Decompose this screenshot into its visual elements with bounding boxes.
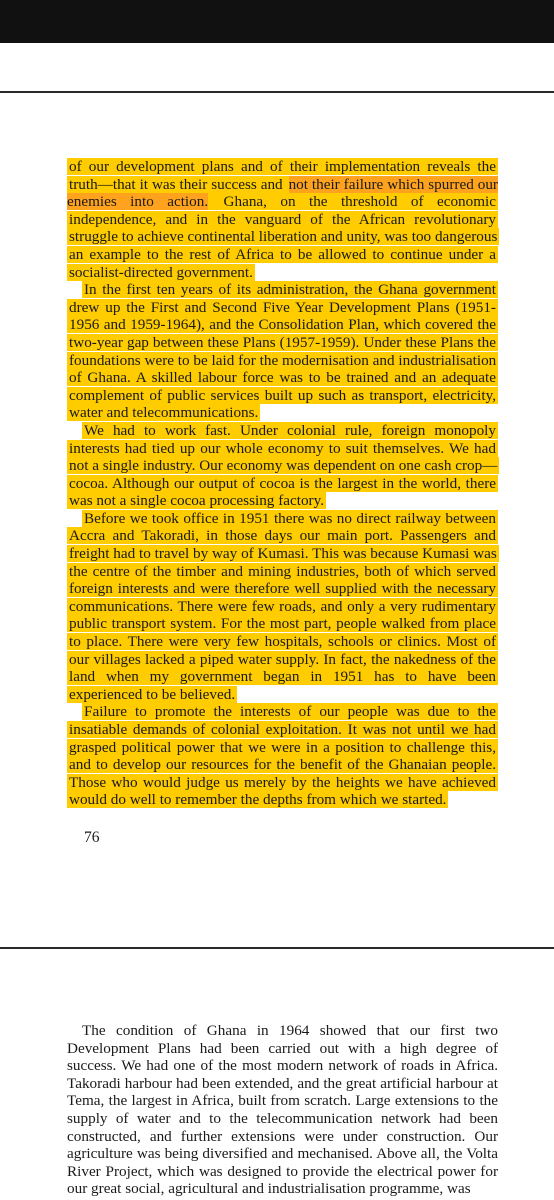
highlighted-text: In the first ten years of its administration, the Ghana government drew up the First and Second Five Year Development Plans (1951-1956 and 1959-1964), and the Consolidation Plan, which covered the two-year gap between these Plans (1957-1959). Under these Plans the foundations were to be laid for the modernisation and industrialisation of Ghana. A skilled labour force was to be trained and an adequate complement of public services built up such as transport, electricity, water and telecommunications. [69, 281, 497, 422]
paragraph-lower-1 [67, 1022, 498, 1198]
paragraph-2 [67, 281, 498, 422]
paragraph-5 [67, 703, 498, 809]
lower-page-text [67, 1022, 498, 1198]
page-number: 76 [84, 829, 100, 846]
body-text: The condition of Ghana in 1964 showed that our first two Development Plans had been carried out with a high degree of success. We had one of the most modern network of roads in Africa. Takoradi harbour had been extended, and the great artificial harbour at Tema, the largest in Africa, built from scratch. Large extensions to the supply of water and to the telecommunication network had been constructed, and further extensions were under construction. Our agriculture was being diversified and mechanised. Above all, the Volta River Project, which was designed to provide the electrical power for our great social, agricultural and industrialisation programme, was [67, 1022, 498, 1198]
highlighted-text: Failure to promote the interests of our people was due to the insatiable demands of colonial exploitation. It was not until we had grasped political power that we were in a position to challenge this, and to develop our resources for the benefit of the Ghanaian people. Those who would judge us merely by the heights we have achieved would do well to remember the depths from which we started. [69, 703, 496, 809]
highlighted-text: Before we took office in 1951 there was no direct railway between Accra and Takoradi, in those days our main port. Passengers and freight had to travel by way of Kumasi. This was because Kumasi was the centre of the timber and mining industries, both of which served foreign interests and were therefore well supplied with the necessary communications. There were few roads, and only a very rudimentary public transport system. For the most part, people walked from place to place. There were very few hospitals, schools or clinics. Most of our villages lacked a piped water supply. In fact, the nakedness of the land when my government began in 1951 has to have been experienced to be believed. [69, 509, 497, 703]
paragraph-1 [67, 158, 498, 281]
page-divider-top [0, 91, 554, 93]
paragraph-3 [67, 422, 498, 510]
paragraph-4 [67, 510, 498, 704]
top-bar [0, 0, 554, 43]
page-divider-bottom [0, 947, 554, 949]
highlighted-text-orange: not their failure which spurred our enemies into action. [67, 175, 498, 211]
upper-page-text [67, 158, 498, 809]
highlighted-text: We had to work fast. Under colonial rule, foreign monopoly interests had tied up our whole economy to suit themselves. We had not a single industry. Our economy was dependent on one cash crop—cocoa. Although our output of cocoa is the largest in the world, there was not a single cocoa processing factory. [69, 421, 498, 510]
highlighted-text: of our development plans and of their implementation reveals the truth—that it was their success and [69, 158, 496, 193]
highlighted-text: Ghana, on the threshold of economic independence, and in the vanguard of the African revolutionary struggle to achieve continental liberation and unity, was too dangerous an example to the rest of Africa to be allowed to continue under a socialist-directed government. [69, 193, 498, 281]
